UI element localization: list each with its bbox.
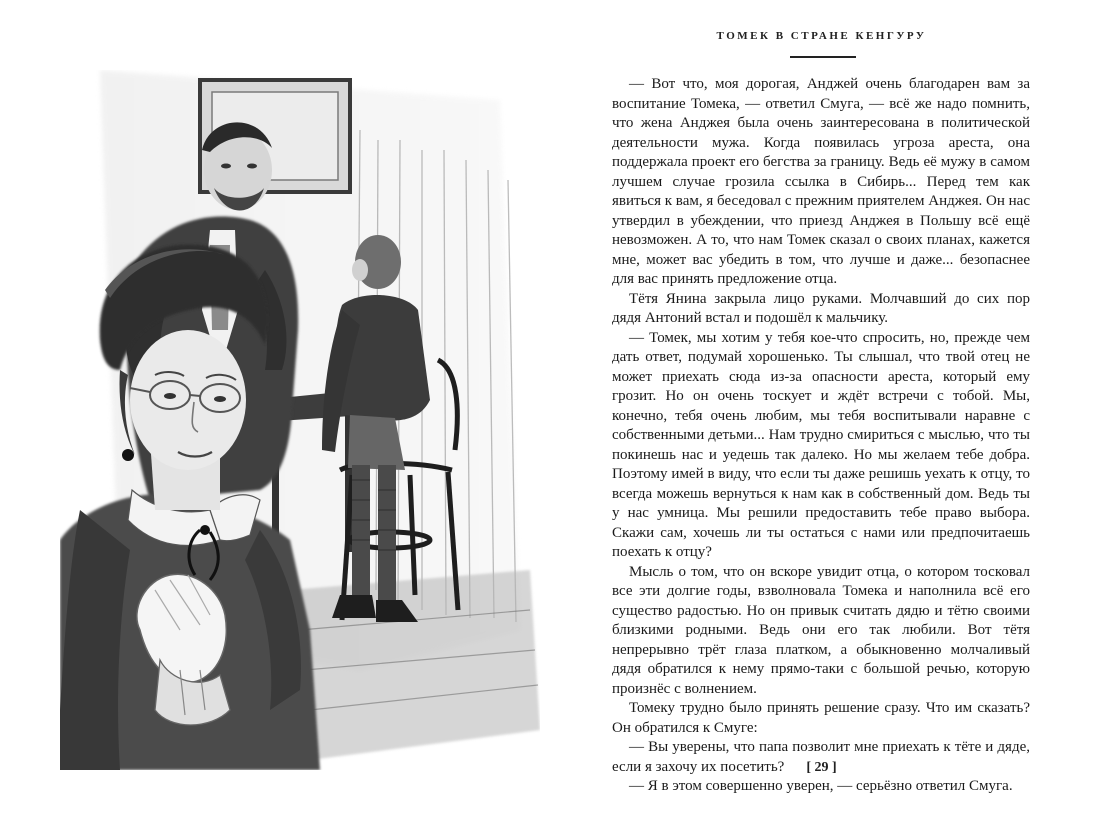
paragraph: Тётя Янина закрыла лицо руками. Молчавший до сих пор дядя Антоний встал и подошёл к мальчику. (612, 290, 1030, 326)
page-number: [ 29 ] (806, 760, 837, 775)
paragraph: — Вы уверены, что папа позволит мне приехать к тёте и дяде, если я захочу их посетить? (612, 739, 1030, 775)
paragraph: — Я в этом совершенно уверен, — серьёзно ответил Смуга. (629, 778, 1013, 794)
ink-illustration-woman-man-boy (60, 70, 540, 770)
paragraph: Мысль о том, что он вскоре увидит отца, о котором тосковал все эти долгие годы, взволновала Томека и наполнила всё его существо радостью. Но он привык считать дядю и тётю своими близкими родными. Ведь они его так любили. Вот тётя непрерывно трёт глаза платком, а обыкновенно молчаливый дядя обратился к нему прямо-таки с большой речью, которую произнёс с волнением. (612, 563, 1030, 697)
right-page-text (548, 0, 1095, 820)
body-text (612, 75, 1030, 797)
running-head-rule (790, 56, 856, 58)
paragraph: Томеку трудно было принять решение сразу. Что им сказать? Он обратился к Смуге: (612, 700, 1030, 736)
running-head: ТОМЕК В СТРАНЕ КЕНГУРУ (716, 30, 927, 42)
paragraph: — Вот что, моя дорогая, Анджей очень благодарен вам за воспитание Томека, — ответил Смуга, — всё же надо помнить, что жена Анджея была очень заинтересована в политической деятельности мужа. Когда появилась угроза ареста, она поддержала проект его бегства за границу. Ведь её мужу в самом лучшем случае грозила ссылка в Сибирь... Перед тем как явиться к вам, я беседовал с прежним приятелем Анджея. Он нас утвердил в убеждении, что приезд Анджея в Польшу всё ещё невозможен. А то, что нам Томек сказал о своих планах, кажется мне, может вас убедить в том, что лучше и даже... безопаснее для вас принять предложение отца. (612, 76, 1030, 287)
paragraph: — Томек, мы хотим у тебя кое-что спросить, но, прежде чем дать ответ, подумай хорошенько. Ты слышал, что твой отец не может приехать сюда из-за опасности ареста, который ему грозит. Но он очень тоскует и ждёт встречи с тобой. Мы, конечно, тебя очень любим, мы тебя воспитывали наравне с собственными детьми... Нам трудно смириться с мыслью, что ты покинешь нас и уедешь так далеко. Но мы желаем тебе добра. Поэтому имей в виду, что если ты даже решишь уехать к отцу, то всегда можешь вернуться к нам как в собственный дом. Ведь ты у нас умница. Мы решили предоставить тебе право выбора. Скажи сам, хочешь ли ты остаться с нами или предпочитаешь поехать к отцу? (612, 329, 1030, 560)
